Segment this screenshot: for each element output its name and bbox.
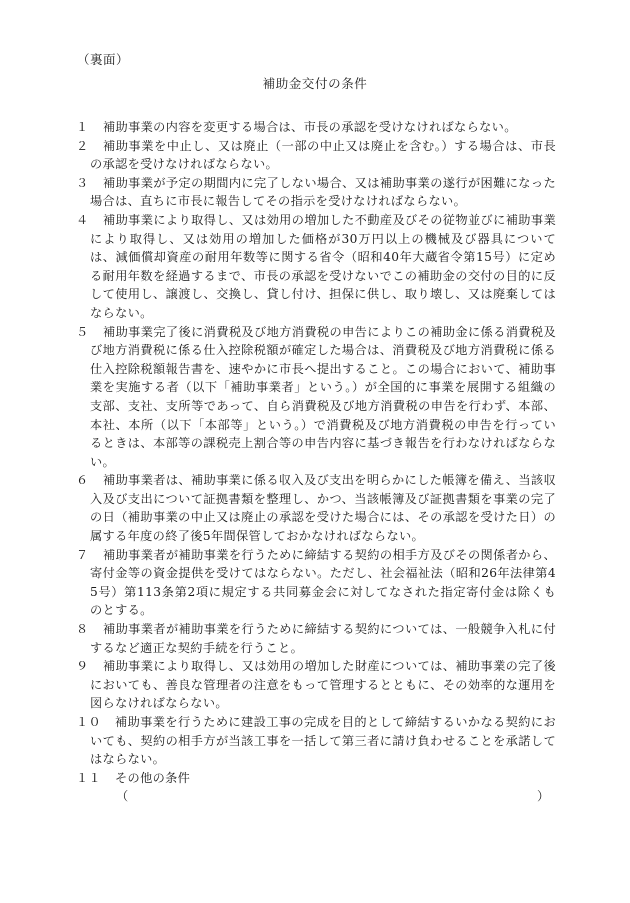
page-title: 補助金交付の条件 [262, 76, 368, 91]
condition-item-4 [76, 211, 556, 323]
condition-number: １１ [76, 770, 102, 785]
condition-item-10 [76, 713, 556, 769]
condition-item-6 [76, 471, 556, 545]
other-conditions-blank [76, 787, 556, 805]
condition-item-3 [76, 174, 556, 211]
condition-text: 補助事業により取得し、又は効用の増加した財産については、補助事業の完了後においても、善良な管理者の注意をもって管理するとともに、その効率的な運用を図らなければならない。 [90, 659, 556, 711]
close-parenthesis: ） [537, 789, 550, 804]
condition-number: １ [76, 120, 89, 134]
condition-text: 補助事業者が補助事業を行うために締結する契約の相手方及びその関係者から、寄付金等の資金提供を受けてはならない。ただし、社会福祉法（昭和26年法律第45号）第113条第2項に規定する共同募金会に対してなされた指定寄付金は除くものとする。 [90, 547, 556, 618]
condition-number: ９ [76, 659, 89, 674]
condition-number: ３ [76, 175, 89, 190]
condition-number: ７ [76, 547, 89, 562]
condition-item-7 [76, 546, 556, 620]
condition-text: その他の条件 [115, 770, 191, 785]
condition-number: ６ [76, 473, 89, 488]
condition-text: 補助事業を中止し、又は廃止（一部の中止又は廃止を含む。）する場合は、市長の承認を受けなければならない。 [90, 138, 556, 172]
condition-text: 補助事業が予定の期間内に完了しない場合、又は補助事業の遂行が困難になった場合は、直ちに市長に報告してその指示を受けなければならない。 [90, 175, 556, 209]
open-parenthesis: （ [116, 789, 129, 804]
condition-text: 補助事業完了後に消費税及び地方消費税の申告によりこの補助金に係る消費税及び地方消費税に係る仕入控除税額が確定した場合は、消費税及び地方消費税に係る仕入控除税額報告書を、速やかに市長へ提出すること。この場合において、補助事業を実施する者（以下「補助事業者」という。）が全国的に事業を展開する組織の支部、支社、支所等であって、自ら消費税及び地方消費税の申告を行わず、本部、本社、本所（以下「本部等」という。）で消費税及び地方消費税の申告を行っているときは、本部等の課税売上割合等の申告内容に基づき報告を行わなければならない。 [90, 324, 556, 469]
condition-number: ８ [76, 622, 89, 637]
condition-item-9 [76, 657, 556, 713]
condition-number: ５ [76, 324, 89, 339]
condition-item-8 [76, 620, 556, 657]
condition-number: ４ [76, 212, 89, 227]
condition-text: 補助事業の内容を変更する場合は、市長の承認を受けなければならない。 [103, 120, 517, 134]
condition-text: 補助事業により取得し、又は効用の増加した不動産及びその従物並びに補助事業により取得し、又は効用の増加した価格が30万円以上の機械及び器具については、減価償却資産の耐用年数等に関する省令（昭和40年大蔵省令第15号）に定める耐用年数を経過するまで、市長の承認を受けないでこの補助金の交付の目的に反して使用し、譲渡し、交換し、貸し付け、担保に供し、取り壊し、又は廃棄してはならない。 [90, 212, 556, 320]
condition-item-5 [76, 323, 556, 472]
condition-text: 補助事業者は、補助事業に係る収入及び支出を明らかにした帳簿を備え、当該収入及び支出について証拠書類を整理し、かつ、当該帳簿及び証拠書類を事業の完了の日（補助事業の中止又は廃止の承認を受けた場合には、その承認を受けた日）の属する年度の終了後5年間保管しておかなければならない。 [90, 473, 556, 544]
reverse-side-label: （裏面） [77, 52, 130, 67]
condition-text: 補助事業者が補助事業を行うために締結する契約については、一般競争入札に付するなど適正な契約手続を行うこと。 [90, 622, 556, 655]
condition-item-11 [76, 769, 556, 788]
condition-number: ２ [76, 138, 89, 153]
condition-text: 補助事業を行うために建設工事の完成を目的として締結するいかなる契約においても、契約の相手方が当該工事を一括して第三者に請け負わせることを承諾してはならない。 [90, 715, 556, 767]
conditions-list [76, 118, 556, 805]
condition-item-1 [76, 118, 556, 137]
condition-item-2 [76, 137, 556, 174]
condition-number: １０ [76, 715, 102, 729]
